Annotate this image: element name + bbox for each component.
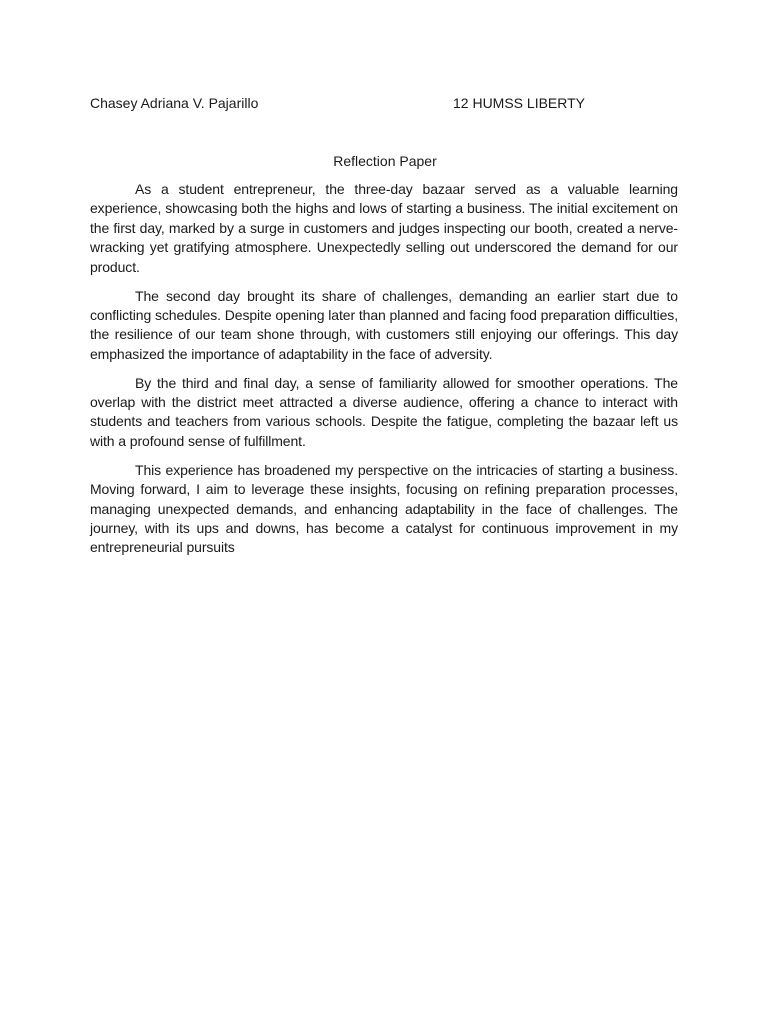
class-section: 12 HUMSS LIBERTY bbox=[453, 95, 586, 111]
document-title: Reflection Paper bbox=[333, 153, 437, 169]
paragraph-1: As a student entrepreneur, the three-day bazaar served as a valuable learning experience, showcasing both the highs and lows of starting a business. The initial excitement on the first day, marked by a surge in customers and judges inspecting our booth, created a nerve-wracking yet gratifying atmosphere. Unexpectedly selling out underscored the demand for our product. bbox=[90, 181, 678, 275]
document-body bbox=[90, 180, 678, 567]
paragraph-4: This experience has broadened my perspective on the intricacies of starting a business. Moving forward, I aim to leverage these insights, focusing on refining preparation processes, managing unexpected demands, and enhancing adaptability in the face of challenges. The journey, with its ups and downs, has become a catalyst for continuous improvement in my entrepreneurial pursuits bbox=[90, 461, 678, 556]
paragraph-3: By the third and final day, a sense of familiarity allowed for smoother operations. The overlap with the district meet attracted a diverse audience, offering a chance to interact with students and teachers from various schools. Despite the fatigue, completing the bazaar left us with a profound sense of fulfillment. bbox=[90, 374, 678, 449]
author-name: Chasey Adriana V. Pajarillo bbox=[90, 95, 259, 111]
document-header bbox=[90, 93, 680, 113]
paragraph-2: The second day brought its share of challenges, demanding an earlier start due to conflicting schedules. Despite opening later than planned and facing food preparation difficulties, the resilience of our team shone through, with customers still enjoying our offerings. This day emphasized the importance of adaptability in the face of adversity. bbox=[90, 287, 678, 362]
